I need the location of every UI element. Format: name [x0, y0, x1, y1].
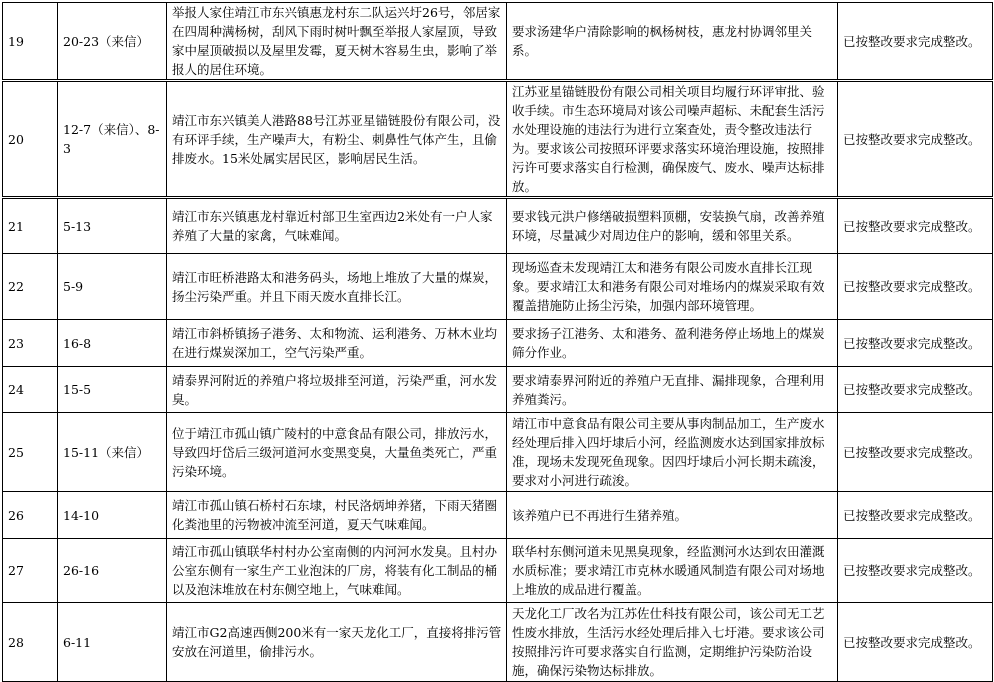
handling-measures: 靖江市中意食品有限公司主要从事肉制品加工，生产废水经处理后排入四圩埭后小河，经监测废水达到国家排放标准，现场未发现死鱼现象。因四圩埭后小河长期未疏浚，要求对小河进行疏浚。 [507, 413, 838, 492]
table-row [3, 254, 993, 320]
table-row [3, 367, 993, 413]
complaint-code: 20-23（来信） [58, 3, 167, 81]
table-row [3, 413, 993, 492]
table-row [3, 603, 993, 682]
table-row [3, 539, 993, 603]
complaint-description: 靖江市东兴镇美人港路88号江苏亚星锚链股份有限公司，没有环评手续，生产噪声大，有粉尘、刺鼻性气体产生，且偷排废水。15米处属实居民区，影响居民生活。 [167, 81, 507, 198]
rectification-status: 已按整改要求完成整改。 [838, 198, 993, 254]
complaint-code: 26-16 [58, 539, 167, 603]
row-number: 27 [3, 539, 58, 603]
complaint-description: 靖江市G2高速西侧200米有一家天龙化工厂，直接将排污管安放在河道里，偷排污水。 [167, 603, 507, 682]
handling-measures: 要求汤建华户清除影响的枫杨树枝，惠龙村协调邻里关系。 [507, 3, 838, 81]
rectification-status: 已按整改要求完成整改。 [838, 492, 993, 539]
complaint-code: 16-8 [58, 320, 167, 367]
handling-measures: 现场巡查未发现靖江太和港务有限公司废水直排长江现象。要求靖江太和港务有限公司对堆场内的煤炭采取有效覆盖措施防止扬尘污染，加强内部环境管理。 [507, 254, 838, 320]
row-number: 24 [3, 367, 58, 413]
complaint-code: 5-9 [58, 254, 167, 320]
table-row [3, 198, 993, 254]
row-number: 20 [3, 81, 58, 198]
complaint-description: 靖江市斜桥镇扬子港务、太和物流、运利港务、万林木业均在进行煤炭深加工，空气污染严重。 [167, 320, 507, 367]
complaint-code: 14-10 [58, 492, 167, 539]
handling-measures: 该养殖户已不再进行生猪养殖。 [507, 492, 838, 539]
complaint-code: 15-5 [58, 367, 167, 413]
table-row [3, 492, 993, 539]
rectification-status: 已按整改要求完成整改。 [838, 413, 993, 492]
handling-measures: 要求靖泰界河附近的养殖户无直排、漏排现象，合理利用养殖粪污。 [507, 367, 838, 413]
complaint-code: 12-7（来信）、8-3 [58, 81, 167, 198]
rectification-status: 已按整改要求完成整改。 [838, 3, 993, 81]
complaint-code: 6-11 [58, 603, 167, 682]
rectification-status: 已按整改要求完成整改。 [838, 254, 993, 320]
row-number: 26 [3, 492, 58, 539]
rectification-status: 已按整改要求完成整改。 [838, 603, 993, 682]
table-row [3, 320, 993, 367]
complaint-description: 靖泰界河附近的养殖户将垃圾排至河道，污染严重，河水发臭。 [167, 367, 507, 413]
row-number: 22 [3, 254, 58, 320]
complaint-description: 靖江市东兴镇惠龙村靠近村部卫生室西边2米处有一户人家养殖了大量的家禽，气味难闻。 [167, 198, 507, 254]
complaint-description: 靖江市孤山镇联华村村办公室南侧的内河河水发臭。且村办公室东侧有一家生产工业泡沫的厂房，将装有化工制品的桶以及泡沫堆放在村东侧空地上，气味难闻。 [167, 539, 507, 603]
complaint-code: 5-13 [58, 198, 167, 254]
row-number: 25 [3, 413, 58, 492]
rectification-status: 已按整改要求完成整改。 [838, 81, 993, 198]
rectification-status: 已按整改要求完成整改。 [838, 367, 993, 413]
rectification-status: 已按整改要求完成整改。 [838, 320, 993, 367]
complaint-description: 举报人家住靖江市东兴镇惠龙村东二队运兴圩26号，邻居家在四周种满杨树，刮风下雨时树叶飘至举报人家屋顶，导致家中屋顶破损以及屋里发霉，夏天树木容易生虫，影响了举报人的居住环境。 [167, 3, 507, 81]
table-row [3, 3, 993, 81]
complaint-code: 15-11（来信） [58, 413, 167, 492]
handling-measures: 江苏亚星锚链股份有限公司相关项目均履行环评审批、验收手续。市生态环境局对该公司噪声超标、未配套生活污水处理设施的违法行为进行立案查处，责令整改违法行为。要求该公司按照环评要求落实环境治理设施，按照排污许可要求落实自行检测，确保废气、废水、噪声达标排放。 [507, 81, 838, 198]
rectification-status: 已按整改要求完成整改。 [838, 539, 993, 603]
row-number: 19 [3, 3, 58, 81]
handling-measures: 联华村东侧河道未见黑臭现象，经监测河水达到农田灌溉水质标准；要求靖江市克林水暖通风制造有限公司对场地上堆放的成品进行覆盖。 [507, 539, 838, 603]
complaint-description: 靖江市孤山镇石桥村石东埭，村民洛炳坤养猪，下雨天猪圈化粪池里的污物被冲流至河道，夏天气味难闻。 [167, 492, 507, 539]
table-row [3, 81, 993, 198]
rectification-table [2, 2, 993, 682]
handling-measures: 天龙化工厂改名为江苏佐仕科技有限公司，该公司无工艺性废水排放，生活污水经处理后排入七圩港。要求该公司按照排污许可要求落实自行监测，定期维护污染防治设施，确保污染物达标排放。 [507, 603, 838, 682]
handling-measures: 要求扬子江港务、太和港务、盈利港务停止场地上的煤炭筛分作业。 [507, 320, 838, 367]
handling-measures: 要求钱元洪户修缮破损塑料顶棚，安装换气扇，改善养殖环境，尽量减少对周边住户的影响，缓和邻里关系。 [507, 198, 838, 254]
row-number: 28 [3, 603, 58, 682]
complaint-description: 靖江市旺桥港路太和港务码头，场地上堆放了大量的煤炭，扬尘污染严重。并且下雨天废水直排长江。 [167, 254, 507, 320]
complaint-description: 位于靖江市孤山镇广陵村的中意食品有限公司，排放污水，导致四圩岱后三级河道河水变黑变臭，大量鱼类死亡，严重污染环境。 [167, 413, 507, 492]
row-number: 23 [3, 320, 58, 367]
row-number: 21 [3, 198, 58, 254]
